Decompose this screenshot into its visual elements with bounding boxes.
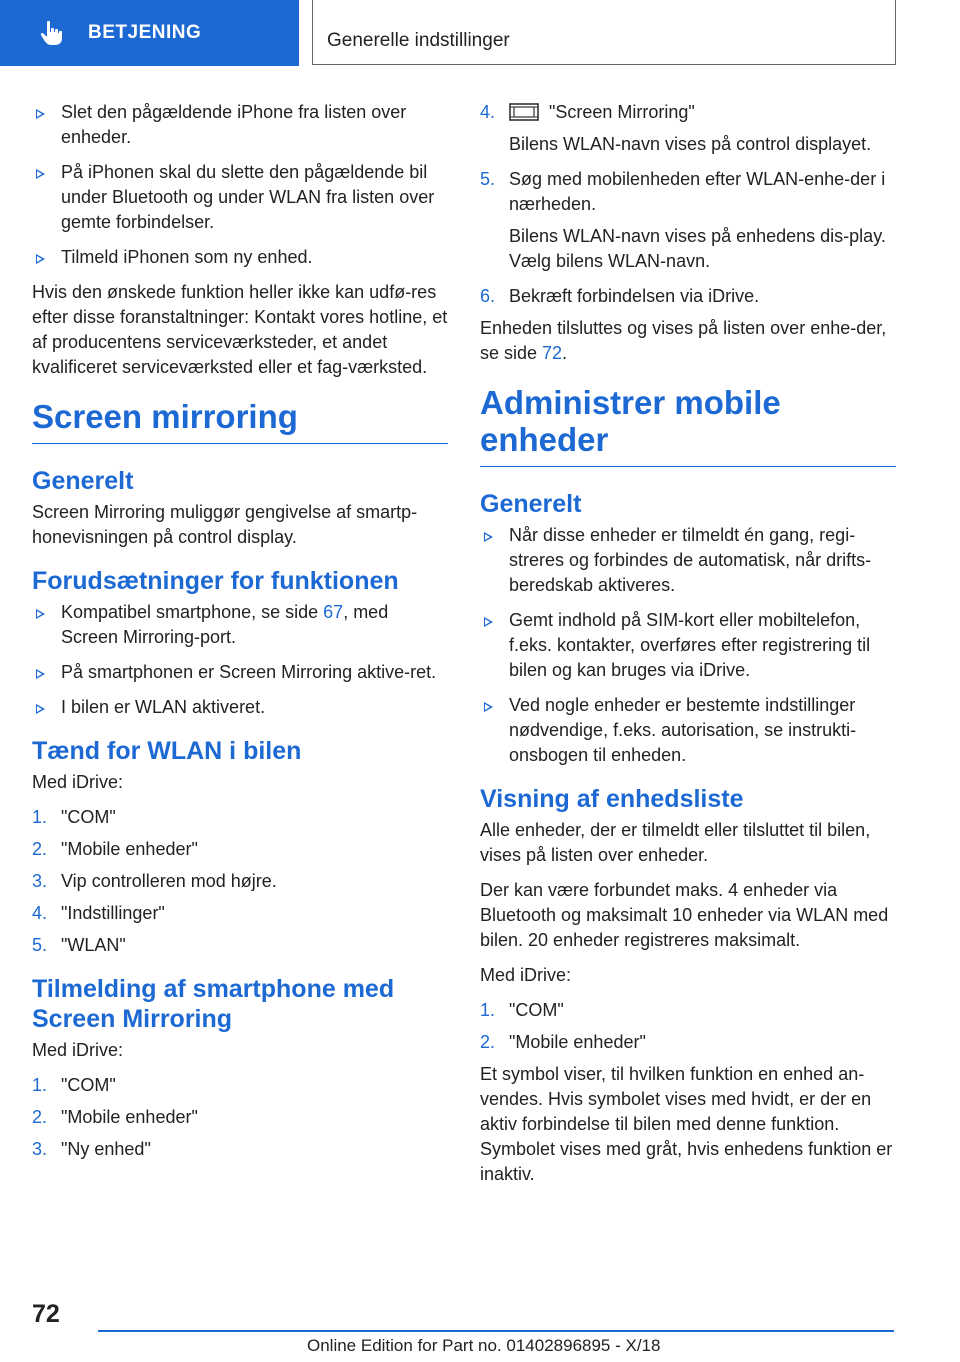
heading-generelt: Generelt (32, 467, 134, 495)
step-item: 6. Bekræft forbindelsen via iDrive. (480, 286, 760, 306)
chapter-tab-label: Generelle indstillinger (327, 30, 510, 51)
page-header (0, 0, 960, 66)
step-item: 2. "Mobile enheder" (32, 839, 198, 859)
paragraph: Med iDrive: (32, 772, 124, 792)
paragraph: Screen Mirroring muliggør gengivelse af smartp‐honevisningen på control display. (32, 502, 418, 547)
heading-taend-for-wlan: Tænd for WLAN i bilen (32, 737, 302, 765)
paragraph: Med iDrive: (480, 965, 572, 985)
step-item: 2. "Mobile enheder" (480, 1032, 646, 1052)
left-column (32, 100, 448, 1169)
paragraph: Hvis den ønskede funktion heller ikke kan udfø‐res efter disse foranstaltninger: Kontakt vores hotline, et af producentens serviceværksteder, et andet kvalificeret serviceværksted eller et fag‐værksted. (32, 282, 448, 377)
paragraph: Enheden tilsluttes og vises på listen over enhe‐der, se side 72. (480, 318, 887, 363)
list-item: Slet den pågældende iPhone fra listen over enheder. (32, 100, 448, 150)
bullet-triangle-icon (484, 532, 493, 542)
step-item: 3. "Ny enhed" (32, 1139, 151, 1159)
bullet-triangle-icon (36, 169, 45, 179)
chapter-tab (312, 0, 896, 65)
bullet-triangle-icon (484, 702, 493, 712)
paragraph: Der kan være forbundet maks. 4 enheder via Bluetooth og maksimalt 10 enheder via WLAN med bilen. 20 enheder registreres maksimalt. (480, 880, 889, 950)
right-column (480, 100, 896, 1197)
section-tab-label: BETJENING (88, 22, 202, 43)
bullet-triangle-icon (484, 617, 493, 627)
bullet-triangle-icon (36, 109, 45, 119)
heading-forudsaetninger: Forudsætninger for funktionen (32, 567, 399, 595)
list-item: Kompatibel smartphone, se side 67, med Screen Mirroring-port. (32, 600, 448, 650)
paragraph: Alle enheder, der er tilmeldt eller tilsluttet til bilen, vises på listen over enheder. (480, 820, 871, 865)
list-item: I bilen er WLAN aktiveret. (32, 695, 448, 720)
hand-pointer-icon (38, 19, 66, 47)
step-item: 3. Vip controlleren mod højre. (32, 871, 277, 891)
bullet-triangle-icon (36, 704, 45, 714)
paragraph: Med iDrive: (32, 1040, 124, 1060)
step-item: 5. "WLAN" (32, 935, 126, 955)
step-item: 5. Søg med mobilenheden efter WLAN-enhe‐der i nærheden. (480, 169, 886, 214)
heading-visning: Visning af enhedsliste (480, 785, 744, 813)
page-link-72[interactable]: 72 (542, 343, 563, 363)
footer-edition: Online Edition for Part no. 01402896895 - X/18 (307, 1336, 661, 1355)
step-item: 2. "Mobile enheder" (32, 1107, 198, 1127)
step-note: Bilens WLAN-navn vises på control displayet. (509, 134, 872, 154)
list-item: På iPhonen skal du slette den pågældende bil under Bluetooth og under WLAN fra listen over gemte forbindelser. (32, 160, 448, 235)
paragraph: Et symbol viser, til hvilken funktion en enhed an‐vendes. Hvis symbolet vises med hvidt, er der en aktiv forbindelse til bilen med denne funktion. Symbolet vises med gråt, hvis enhedens funktion er inaktiv. (480, 1064, 893, 1184)
step-item: 1. "COM" (32, 807, 116, 827)
footer-divider (98, 1330, 894, 1332)
heading-screen-mirroring: Screen mirroring (32, 398, 448, 444)
bullet-triangle-icon (36, 254, 45, 264)
step-note: Bilens WLAN-navn vises på enhedens dis‐play. Vælg bilens WLAN-navn. (509, 226, 886, 271)
page-number: 72 (32, 1300, 60, 1328)
list-item: Tilmeld iPhonen som ny enhed. (32, 245, 448, 270)
section-tab (0, 0, 299, 66)
heading-tilmelding: Tilmelding af smartphone med Screen Mirroring (32, 975, 395, 1033)
heading-generelt: Generelt (480, 490, 582, 518)
step-item: 4. "Screen Mirroring" (480, 102, 695, 122)
list-item: Når disse enheder er tilmeldt én gang, regi‐streres og forbindes de automatisk, når drifts‐beredskab aktiveres. (480, 523, 896, 598)
list-item: Ved nogle enheder er bestemte indstillinger nødvendige, f.eks. autorisation, se instrukti‐onsbogen til enheden. (480, 693, 896, 768)
step-item: 4. "Indstillinger" (32, 903, 165, 923)
bullet-triangle-icon (36, 669, 45, 679)
step-item: 1. "COM" (32, 1075, 116, 1095)
bullet-triangle-icon (36, 609, 45, 619)
page-link-67[interactable]: 67 (323, 602, 344, 622)
heading-administrer: Administrer mobile enheder (480, 384, 896, 467)
list-item: Gemt indhold på SIM-kort eller mobiltelefon, f.eks. kontakter, overføres efter registrering til bilen og kan bruges via iDrive. (480, 608, 896, 683)
screen-mirroring-icon (509, 103, 539, 121)
step-item: 1. "COM" (480, 1000, 564, 1020)
list-item: På smartphonen er Screen Mirroring aktive‐ret. (32, 660, 448, 685)
